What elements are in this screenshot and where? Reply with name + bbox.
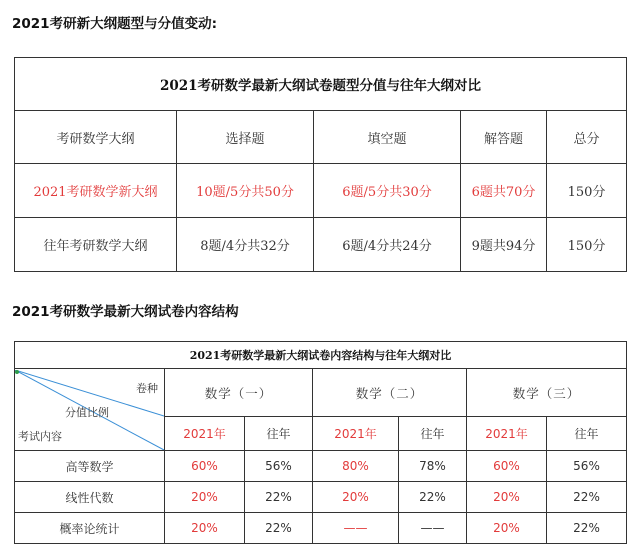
year-header-2021: 2021年: [165, 417, 245, 451]
table-cell: 9题共94分: [461, 218, 547, 272]
table-row: [15, 451, 627, 482]
table-row: [15, 513, 627, 544]
table-cell: 20%: [165, 513, 245, 544]
year-header-previous: 往年: [245, 417, 313, 451]
year-header-previous: 往年: [399, 417, 467, 451]
table-cell: 56%: [245, 451, 313, 482]
table-cell: 150分: [547, 164, 627, 218]
table-cell: 56%: [547, 451, 627, 482]
row-label: 概率论统计: [15, 513, 165, 544]
column-header: 考研数学大纲: [15, 111, 177, 164]
row-label: 线性代数: [15, 482, 165, 513]
table-cell: 60%: [467, 451, 547, 482]
year-header-2021: 2021年: [313, 417, 399, 451]
subject-header-math2: 数学（二）: [313, 369, 467, 417]
table-cell: 78%: [399, 451, 467, 482]
table-cell: 22%: [547, 513, 627, 544]
diagonal-header-cell: [15, 369, 165, 451]
table-cell: 80%: [313, 451, 399, 482]
table-cell: 22%: [399, 482, 467, 513]
corner-label-score-ratio: 分值比例: [65, 405, 109, 419]
column-header: 解答题: [461, 111, 547, 164]
content-structure-comparison-table: [14, 341, 627, 544]
subject-header-math3: 数学（三）: [467, 369, 627, 417]
table-cell: 22%: [245, 513, 313, 544]
table-cell: 8题/4分共32分: [177, 218, 314, 272]
table-cell: 20%: [165, 482, 245, 513]
table-cell: ——: [399, 513, 467, 544]
table-cell: ——: [313, 513, 399, 544]
table-cell: 6题/5分共30分: [314, 164, 461, 218]
row-label: 2021考研数学新大纲: [15, 164, 177, 218]
column-header: 填空题: [314, 111, 461, 164]
table-cell: 22%: [547, 482, 627, 513]
subject-header-math1: 数学（一）: [165, 369, 313, 417]
question-type-comparison-table: [14, 57, 627, 272]
section-heading-question-types: 2021考研新大纲题型与分值变动:: [12, 16, 217, 32]
corner-label-exam-content: 考试内容: [18, 429, 62, 443]
table-cell: 20%: [313, 482, 399, 513]
table-cell: 22%: [245, 482, 313, 513]
table-cell: 6题/4分共24分: [314, 218, 461, 272]
table-cell: 20%: [467, 513, 547, 544]
table-cell: 60%: [165, 451, 245, 482]
table-cell: 6题共70分: [461, 164, 547, 218]
table-title: 2021考研数学最新大纲试卷题型分值与往年大纲对比: [15, 58, 627, 111]
table-row: [15, 482, 627, 513]
table-cell: 20%: [467, 482, 547, 513]
column-header: 总分: [547, 111, 627, 164]
table-row: [15, 218, 627, 272]
table-cell: 10题/5分共50分: [177, 164, 314, 218]
corner-label-paper-type: 卷种: [136, 381, 158, 395]
table-cell: 150分: [547, 218, 627, 272]
table-row: [15, 164, 627, 218]
row-label: 往年考研数学大纲: [15, 218, 177, 272]
section-heading-content-structure: 2021考研数学最新大纲试卷内容结构: [12, 304, 239, 320]
year-header-2021: 2021年: [467, 417, 547, 451]
table-title: 2021考研数学最新大纲试卷内容结构与往年大纲对比: [15, 342, 627, 369]
year-header-previous: 往年: [547, 417, 627, 451]
row-label: 高等数学: [15, 451, 165, 482]
column-header: 选择题: [177, 111, 314, 164]
